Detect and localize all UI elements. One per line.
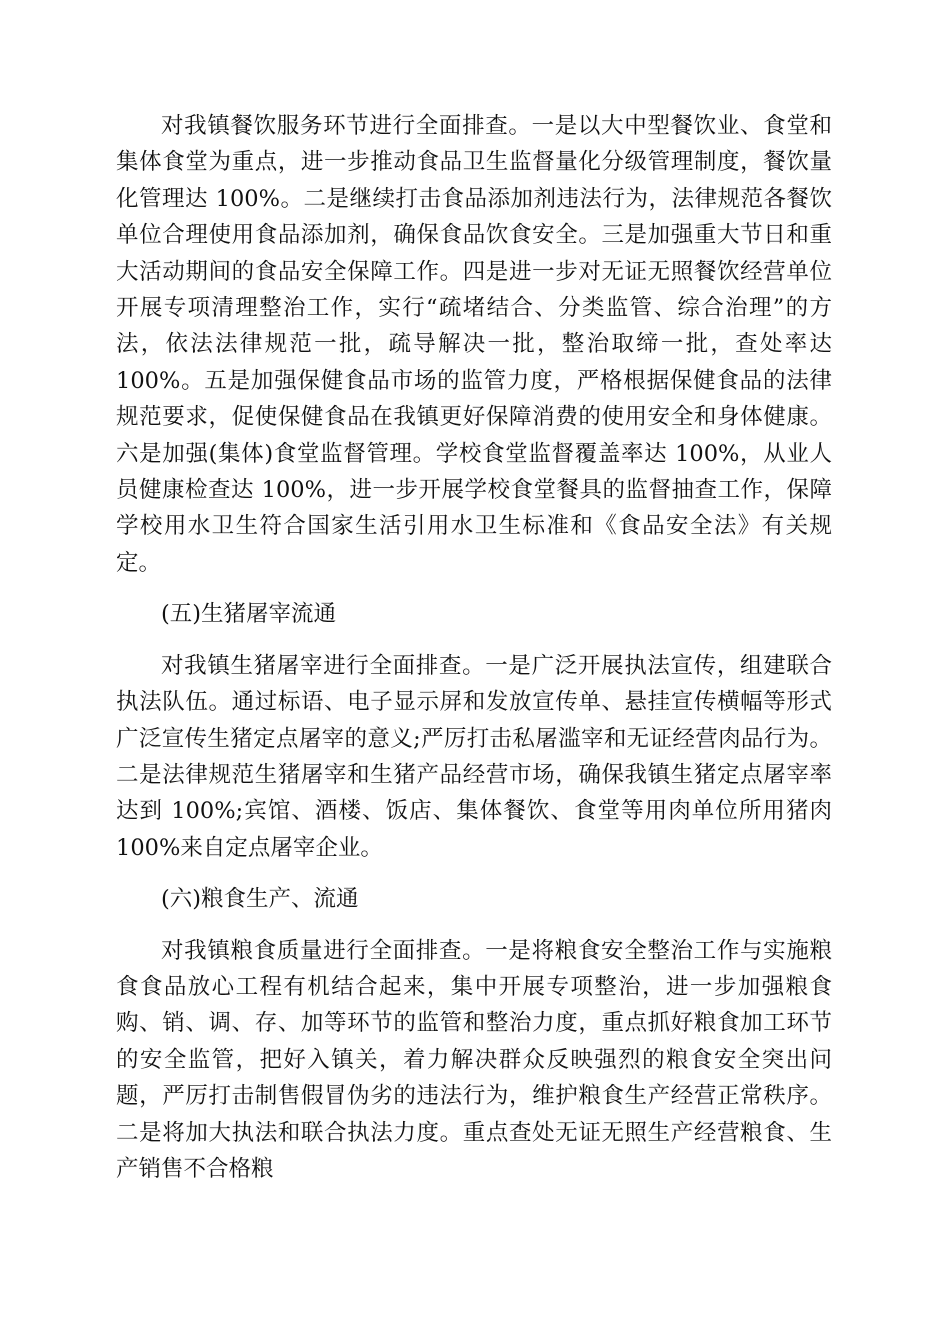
document-body <box>116 108 832 1202</box>
section-heading-grain: (六)粮食生产、流通 <box>161 886 359 913</box>
paragraph-catering: 对我镇餐饮服务环节进行全面排查。一是以大中型餐饮业、食堂和集体食堂为重点，进一步推动食品卫生监督量化分级管理制度，餐饮量化管理达 100%。二是继续打击食品添加剂违法行为，法律规范各餐饮单位合理使用食品添加剂，确保食品饮食安全。三是加强重大节日和重大活动期间的食品安全保障工作。四是进一步对无证无照餐饮经营单位开展专项清理整治工作，实行“疏堵结合、分类监管、综合治理”的方法，依法法律规范一批，疏导解决一批，整治取缔一批，查处率达 100%。五是加强保健食品市场的监管力度，严格根据保健食品的法律规范要求，促使保健食品在我镇更好保障消费的使用安全和身体健康。六是加强(集体)食堂监督管理。学校食堂监督覆盖率达 100%，从业人员健康检查达 100%，进一步开展学校食堂餐具的监督抽查工作，保障学校用水卫生符合国家生活引用水卫生标准和《食品安全法》有关规定。 <box>116 113 832 576</box>
paragraph-pig-slaughter: 对我镇生猪屠宰进行全面排查。一是广泛开展执法宣传，组建联合执法队伍。通过标语、电子显示屏和发放宣传单、悬挂宣传横幅等形式广泛宣传生猪定点屠宰的意义;严厉打击私屠滥宰和无证经营肉品行为。二是法律规范生猪屠宰和生猪产品经营市场，确保我镇生猪定点屠宰率达到 100%;宾馆、酒楼、饭店、集体餐饮、食堂等用肉单位所用猪肉 100%来自定点屠宰企业。 <box>116 652 832 861</box>
section-heading-pig-slaughter: (五)生猪屠宰流通 <box>161 601 337 628</box>
paragraph-grain: 对我镇粮食质量进行全面排查。一是将粮食安全整治工作与实施粮食食品放心工程有机结合起来，集中开展专项整治，进一步加强粮食购、销、调、存、加等环节的监管和整治力度，重点抓好粮食加工环节的安全监管，把好入镇关，着力解决群众反映强烈的粮食安全突出问题，严厉打击制售假冒伪劣的违法行为，维护粮食生产经营正常秩序。二是将加大执法和联合执法力度。重点查处无证无照生产经营粮食、生产销售不合格粮 <box>116 937 832 1182</box>
